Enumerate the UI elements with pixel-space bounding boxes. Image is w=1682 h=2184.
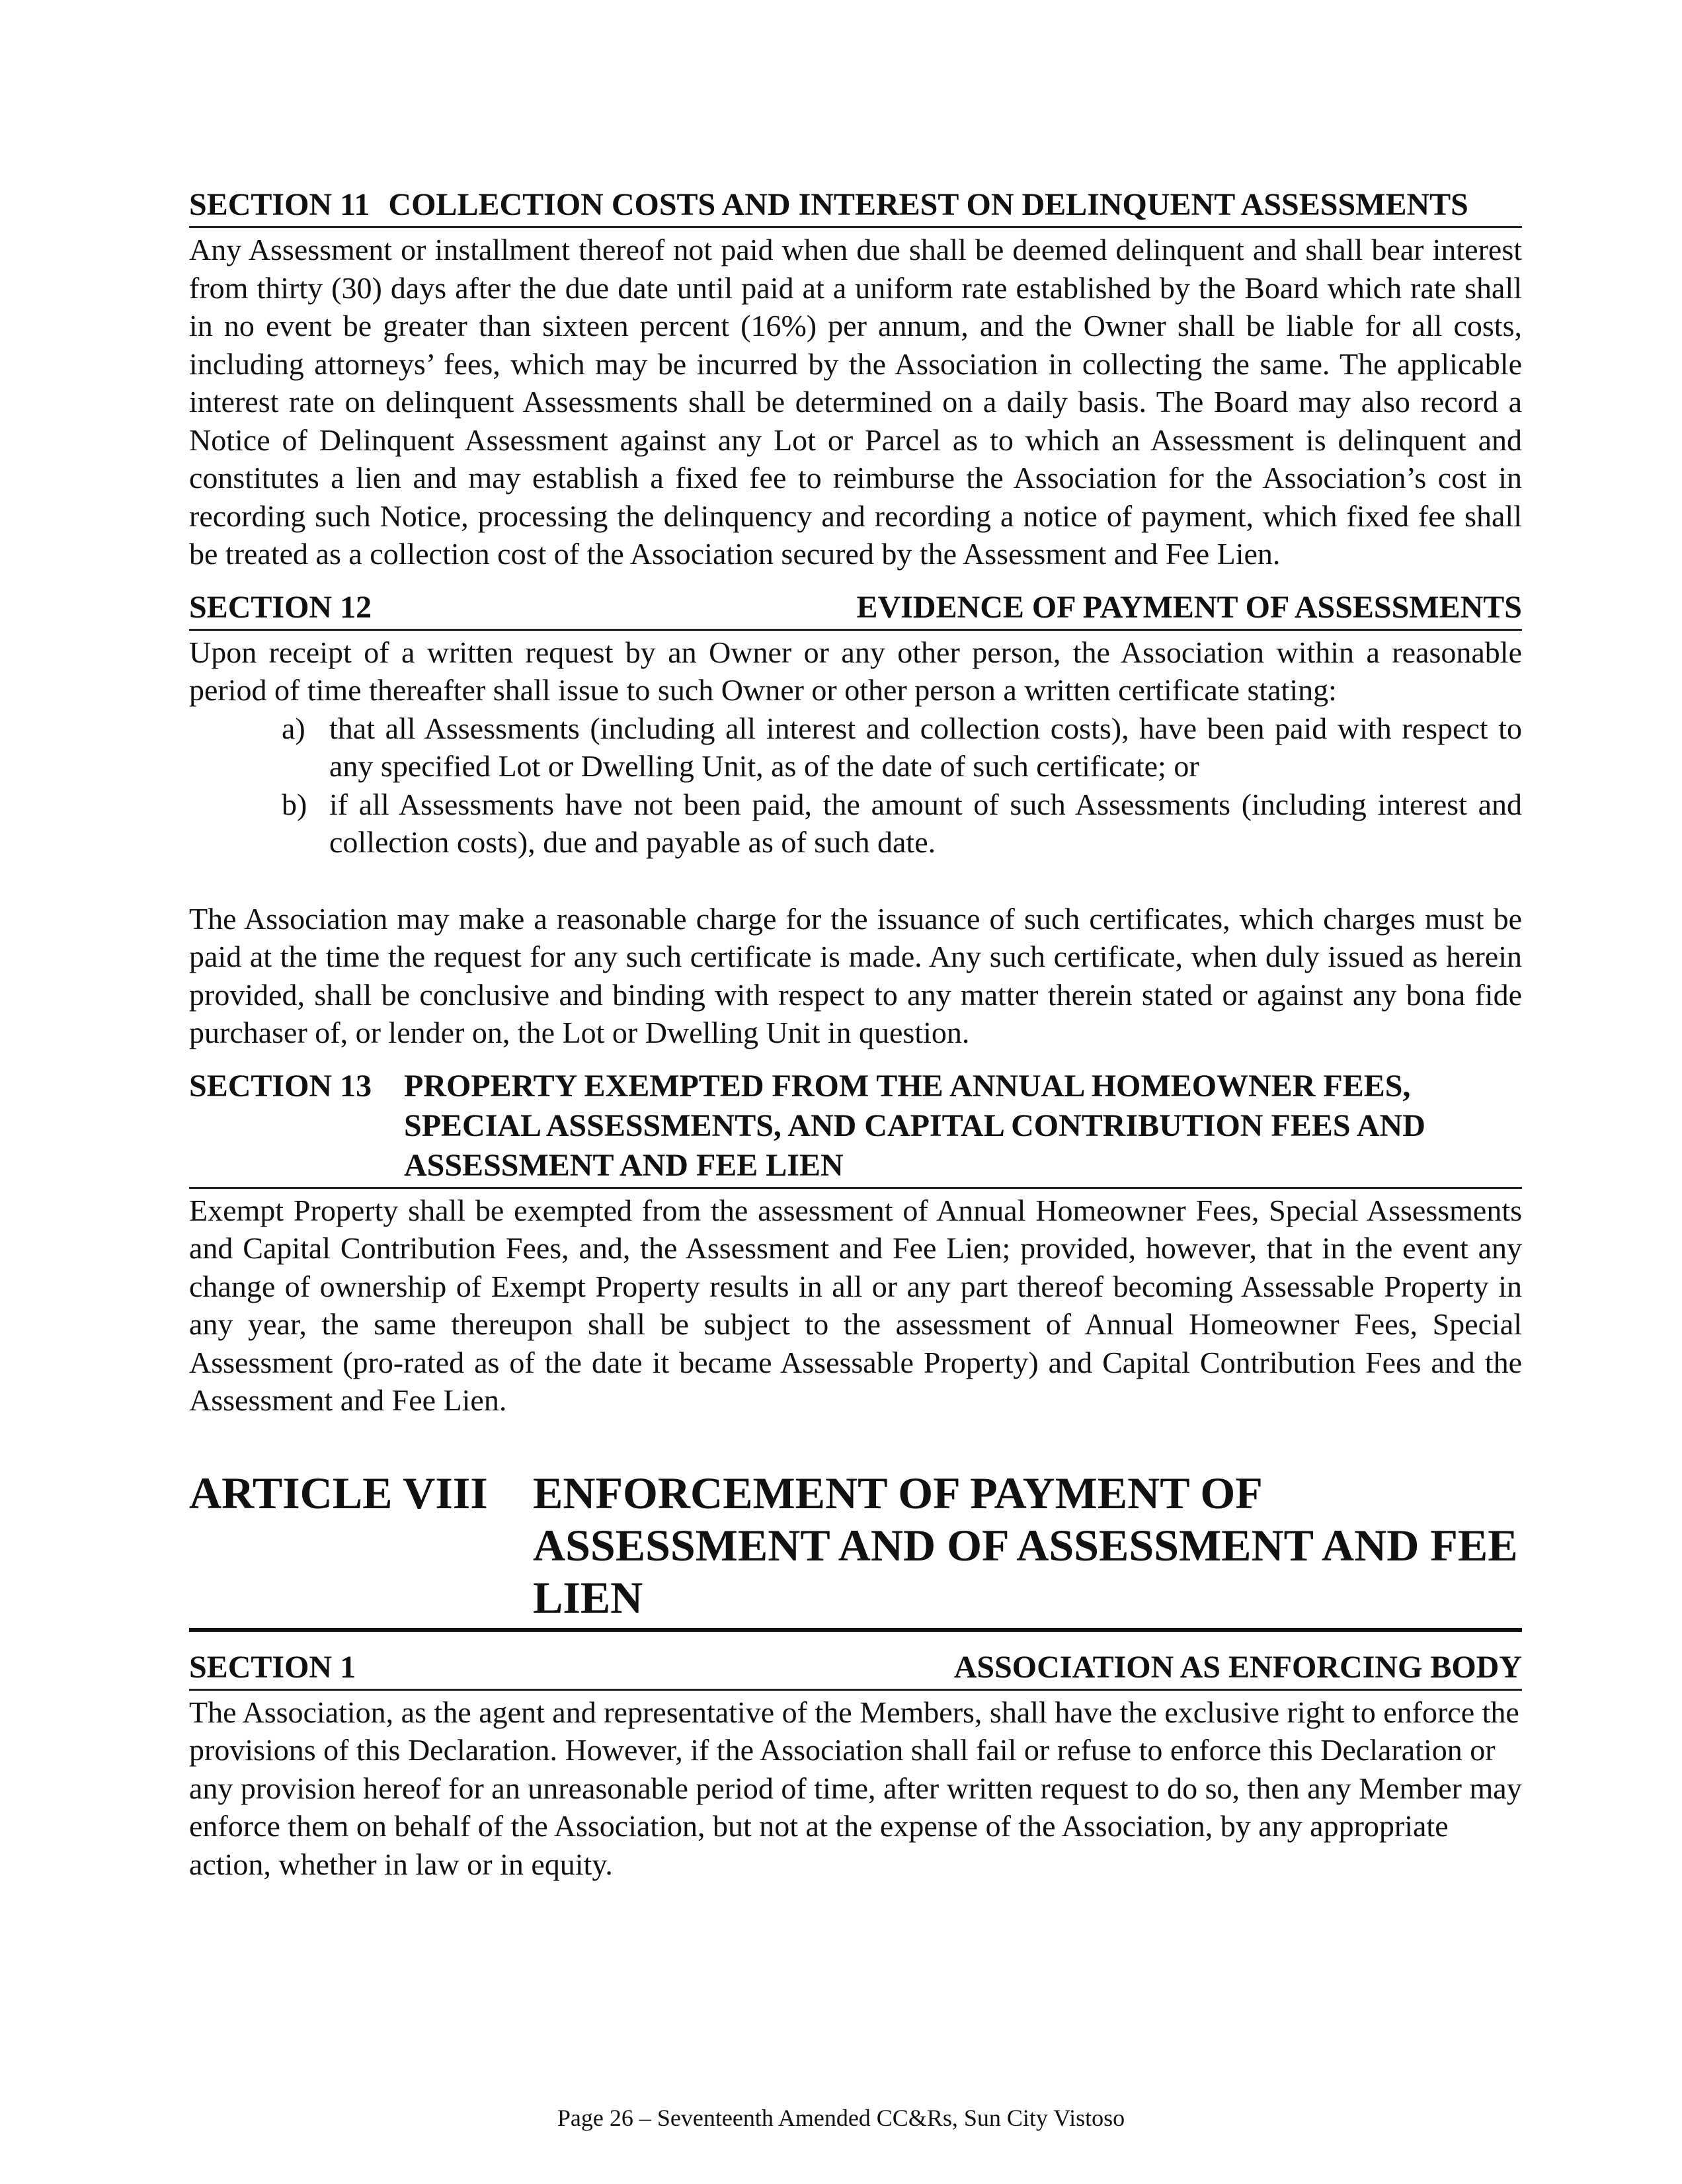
list-item bbox=[282, 709, 1522, 786]
section-13-number: SECTION 13 bbox=[189, 1068, 372, 1104]
section-12-closing: The Association may make a reasonable charge for the issuance of such certificates, which charges must be paid at the time the request for any such certificate is made. Any such certificate, when duly issued as herein provided, shall be conclusive and binding with respect to any matter therein stated or against any bona fide purchaser of, or lender on, the Lot or Dwelling Unit in question. bbox=[189, 901, 1522, 1049]
section-12-number: SECTION 12 bbox=[189, 589, 372, 625]
article-title: ENFORCEMENT OF PAYMENT OF ASSESSMENT AND OF ASSESSMENT AND FEE LIEN bbox=[533, 1467, 1518, 1623]
article-number: ARTICLE VIII bbox=[189, 1467, 488, 1518]
list-item-text: if all Assessments have not been paid, the amount of such Assessments (including interest and collection costs), due and payable as of such date. bbox=[329, 787, 1522, 859]
section-12-intro: Upon receipt of a written request by an Owner or any other person, the Association within a reasonable period of time thereafter shall issue to such Owner or other person a written certificate stating: bbox=[189, 635, 1522, 707]
section-12-title: EVIDENCE OF PAYMENT OF ASSESSMENTS bbox=[856, 589, 1522, 625]
list-item-text: that all Assessments (including all interest and collection costs), have been paid with respect to any specified Lot or Dwelling Unit, as of the date of such certificate; or bbox=[329, 711, 1522, 783]
section-11-heading bbox=[189, 185, 1522, 228]
page-footer: Page 26 – Seventeenth Amended CC&Rs, Sun City Vistoso bbox=[557, 2105, 1125, 2131]
section-11-title: COLLECTION COSTS AND INTEREST ON DELINQUENT ASSESSMENTS bbox=[388, 187, 1468, 222]
section-13-body: Exempt Property shall be exempted from the assessment of Annual Homeowner Fees, Special Assessments and Capital Contribution Fees, and, the Assessment and Fee Lien; provided, however, that in the event any change of ownership of Exempt Property results in all or any part thereof becoming Assessable Property in any year, the same thereupon shall be subject to the assessment of Annual Homeowner Fees, Special Assessment (pro-rated as of the date it became Assessable Property) and Capital Contribution Fees and the Assessment and Fee Lien. bbox=[189, 1193, 1522, 1417]
article-section-1-body: The Association, as the agent and representative of the Members, shall have the exclusive right to enforce the provisions of this Declaration. However, if the Association shall fail or refuse to enforce this Declaration or any provision hereof for an unreasonable period of time, after written request to do so, then any Member may enforce them on behalf of the Association, but not at the expense of the Association, by any appropriate action, whether in law or in equity. bbox=[189, 1695, 1522, 1881]
list-item bbox=[282, 786, 1522, 862]
section-12-heading bbox=[189, 588, 1522, 631]
section-13-heading bbox=[189, 1067, 1522, 1189]
list-item-label: b) bbox=[282, 787, 307, 821]
section-12-list bbox=[189, 709, 1522, 862]
article-heading bbox=[189, 1467, 1522, 1632]
document-page bbox=[189, 185, 1522, 1898]
article-section-1-heading bbox=[189, 1648, 1522, 1691]
article-section-1-title: ASSOCIATION AS ENFORCING BODY bbox=[953, 1649, 1522, 1685]
article-section-1-number: SECTION 1 bbox=[189, 1649, 356, 1685]
section-13-title: PROPERTY EXEMPTED FROM THE ANNUAL HOMEOWNER FEES, SPECIAL ASSESSMENTS, AND CAPITAL CONTRIBUTION FEES AND ASSESSMENT AND FEE LIEN bbox=[404, 1068, 1425, 1183]
section-11-number: SECTION 11 bbox=[189, 187, 370, 222]
list-item-label: a) bbox=[282, 711, 305, 745]
section-11-body: Any Assessment or installment thereof not paid when due shall be deemed delinquent and shall bear interest from thirty (30) days after the due date until paid at a uniform rate established by the Board which rate shall in no event be greater than sixteen percent (16%) per annum, and the Owner shall be liable for all costs, including attorneys’ fees, which may be incurred by the Association in collecting the same. The applicable interest rate on delinquent Assessments shall be determined on a daily basis. The Board may also record a Notice of Delinquent Assessment against any Lot or Parcel as to which an Assessment is delinquent and constitutes a lien and may establish a fixed fee to reimburse the Association for the Association’s cost in recording such Notice, processing the delinquency and recording a notice of payment, which fixed fee shall be treated as a collection cost of the Association secured by the Assessment and Fee Lien. bbox=[189, 233, 1522, 571]
